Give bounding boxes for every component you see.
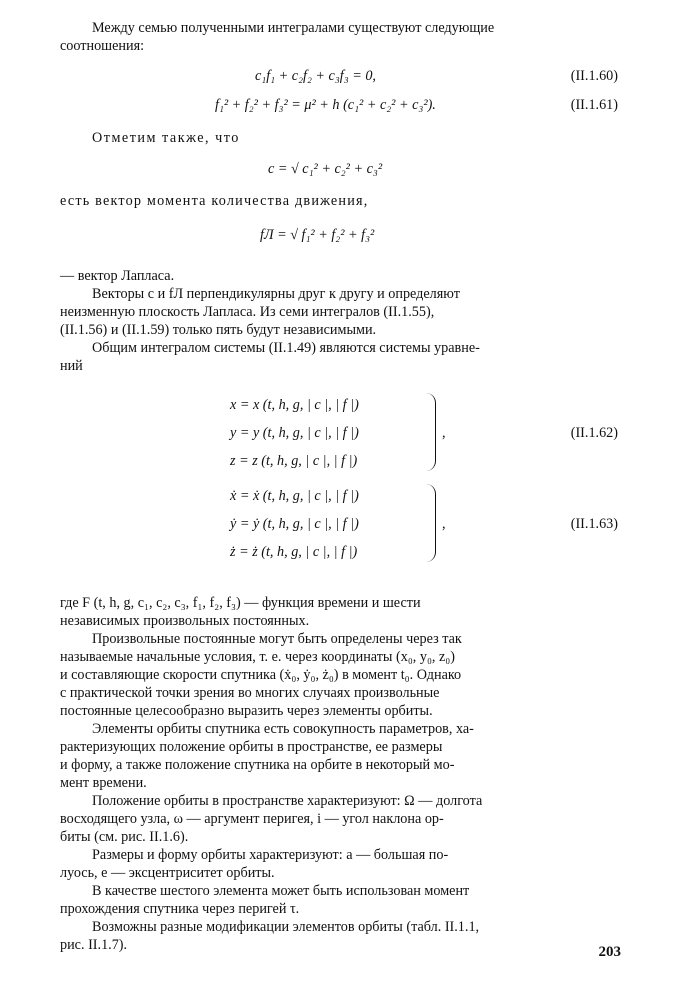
system-63-line: ẋ = ẋ (t, h, g, | c |, | f |) xyxy=(230,488,359,504)
system-63-line: ẏ = ẏ (t, h, g, | c |, | f |) xyxy=(230,516,359,532)
system-62-line: z = z (t, h, g, | c |, | f |) xyxy=(230,453,358,469)
text-line: восходящего узла, ω — аргумент перигея, i — угол наклона ор- xyxy=(60,811,444,827)
equation-number: (II.1.60) xyxy=(570,68,618,84)
equation-number: (II.1.63) xyxy=(570,516,618,532)
text-line: независимых произвольных постоянных. xyxy=(60,613,310,629)
equation-c-magnitude: c = √ c₁² + c₂² + c₃² xyxy=(268,161,383,177)
right-brace xyxy=(425,393,436,471)
text-line: Между семью полученными интегралами существуют следующие xyxy=(92,20,495,36)
text-line: прохождения спутника через перигей τ. xyxy=(60,901,300,917)
system-62-line: y = y (t, h, g, | c |, | f |) xyxy=(230,425,359,441)
text-line: (II.1.56) и (II.1.59) только пять будут независимыми. xyxy=(60,322,377,338)
text-line: Элементы орбиты спутника есть совокупность параметров, ха- xyxy=(92,721,474,737)
equation-60: c₁f₁ + c₂f₂ + c₃f₃ = 0, xyxy=(255,68,376,84)
text-line: с практической точки зрения во многих случаях произвольные xyxy=(60,685,440,701)
text-line: есть вектор момента количества движения, xyxy=(60,193,369,209)
text-line: Возможны разные модификации элементов орбиты (табл. II.1.1, xyxy=(92,919,480,935)
equation-laplace-magnitude: fЛ = √ f₁² + f₂² + f₃² xyxy=(260,227,375,243)
text-line: В качестве шестого элемента может быть использован момент xyxy=(92,883,470,899)
text-line: постоянные целесообразно выразить через элементы орбиты. xyxy=(60,703,433,719)
equation-61: f₁² + f₂² + f₃² = μ² + h (c₁² + c₂² + c₃²). xyxy=(215,97,436,113)
equation-number: (II.1.62) xyxy=(570,425,618,441)
text-line: мент времени. xyxy=(60,775,147,791)
page-number: 203 xyxy=(598,944,621,960)
equation-number: (II.1.61) xyxy=(570,97,618,113)
text-line: Отметим также, что xyxy=(92,130,240,146)
text-line: Векторы c и fЛ перпендикулярны друг к другу и определяют xyxy=(92,286,460,302)
text-line: называемые начальные условия, т. е. через координаты (x₀, y₀, z₀) xyxy=(60,649,455,665)
text-line: рис. II.1.7). xyxy=(60,937,128,953)
text-line: где F (t, h, g, c₁, c₂, c₃, f₁, f₂, f₃) — функция времени и шести xyxy=(60,595,421,611)
text-line: луось, e — эксцентриситет орбиты. xyxy=(60,865,275,881)
system-62-line: x = x (t, h, g, | c |, | f |) xyxy=(230,397,359,413)
text-line: Размеры и форму орбиты характеризуют: a — большая по- xyxy=(92,847,449,863)
text-line: и форму, а также положение спутника на орбите в некоторый мо- xyxy=(60,757,455,773)
text-line: Общим интегралом системы (II.1.49) являются системы уравне- xyxy=(92,340,480,356)
system-63-line: ż = ż (t, h, g, | c |, | f |) xyxy=(230,544,358,560)
text-line: Произвольные постоянные могут быть определены через так xyxy=(92,631,462,647)
text-line: биты (см. рис. II.1.6). xyxy=(60,829,189,845)
text-line: соотношения: xyxy=(60,38,145,54)
comma: , xyxy=(442,516,446,532)
text-line: и составляющие скорости спутника (ẋ₀, ẏ₀, ż₀) в момент t₀. Однако xyxy=(60,667,462,683)
text-line: неизменную плоскость Лапласа. Из семи интегралов (II.1.55), xyxy=(60,304,435,320)
text-line: — вектор Лапласа. xyxy=(60,268,175,284)
right-brace xyxy=(425,484,436,562)
text-line: рактеризующих положение орбиты в пространстве, ее размеры xyxy=(60,739,443,755)
comma: , xyxy=(442,425,446,441)
text-line: Положение орбиты в пространстве характеризуют: Ω — долгота xyxy=(92,793,483,809)
text-line: ний xyxy=(60,358,83,374)
